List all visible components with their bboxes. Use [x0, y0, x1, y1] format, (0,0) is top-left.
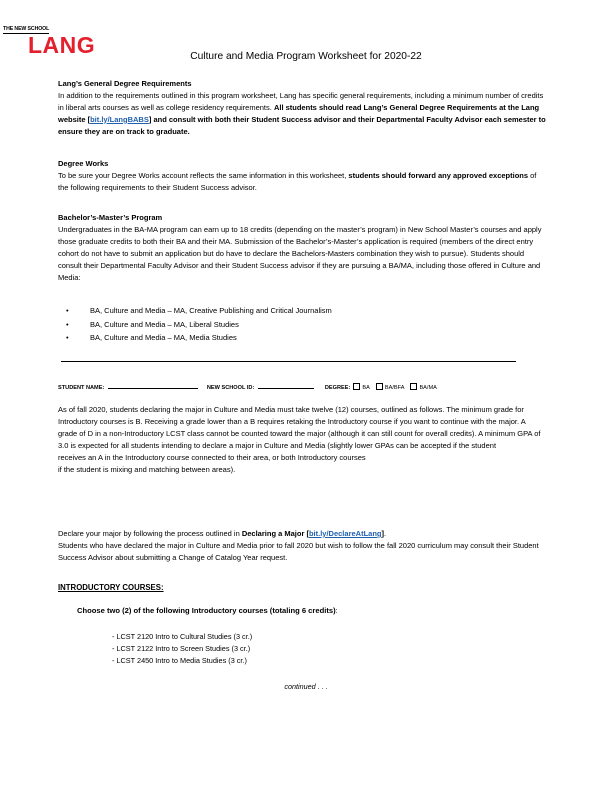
ba-ma-section: [58, 212, 548, 283]
choose-text: Choose two (2) of the following Introductory courses (totaling 6 credits): [77, 606, 336, 615]
degree-works-text-2: of the following requirements to their Student Success advisor.: [58, 170, 537, 192]
logo-main-text: LANG: [28, 32, 96, 58]
document-title: Culture and Media Program Worksheet for 2020-22: [190, 51, 422, 62]
student-info-form: [58, 382, 558, 391]
bullet-text: BA, Culture and Media – MA, Media Studies: [90, 333, 237, 342]
declare-bracket-open: [: [304, 529, 309, 538]
major-text-4: if the student is mixing and matching between areas).: [58, 464, 236, 474]
list-item: [66, 304, 332, 318]
declare-major-section: [58, 528, 548, 564]
introductory-courses-heading: INTRODUCTORY COURSES:: [58, 583, 164, 592]
school-id-field[interactable]: [258, 382, 314, 389]
lang-babs-link[interactable]: bit.ly/LangBABS: [90, 114, 149, 124]
declare-period: .: [384, 529, 387, 538]
bullet-icon: •: [66, 319, 69, 329]
student-name-field[interactable]: [108, 382, 198, 389]
degree-ba-bfa-checkbox[interactable]: [376, 383, 383, 390]
school-id-label: NEW SCHOOL ID:: [206, 385, 255, 391]
general-requirements-heading: Lang’s General Degree Requirements: [58, 79, 192, 88]
bullet-text: BA, Culture and Media – MA, Creative Publishing and Critical Journalism: [90, 306, 332, 315]
declare-text-1: Declare your major by following the process outlined in: [58, 529, 242, 538]
list-item: - LCST 2450 Intro to Media Studies (3 cr.): [112, 656, 247, 666]
bullet-icon: •: [66, 333, 69, 342]
ba-ma-text: Undergraduates in the BA-MA program can earn up to 18 credits (depending on the master’s program) in New School Master’s courses and apply those graduate credits to both their BA and their MA. Submission of the Bachelor’s-Master’s application is required (members of the direct entry cohort do not have to submit an application but do have to declare the Bachelors-Masters combination they wish to pursue). Students should consult their Departmental Faculty Advisor and their Student Success advisor if they are pursuing a BA/MA, including those offered in Culture and Media:: [58, 224, 542, 282]
list-item: [66, 318, 332, 332]
degree-ba-bfa-label: BA/BFA: [384, 385, 405, 391]
degree-ba-ma-checkbox[interactable]: [410, 383, 417, 390]
ba-ma-bullet-list: [66, 304, 332, 345]
continued-note: continued . . .: [284, 682, 328, 691]
major-requirements-section: [58, 404, 548, 475]
list-item: - LCST 2120 Intro to Cultural Studies (3 cr.): [112, 632, 253, 641]
degree-ba-label: BA: [362, 385, 370, 391]
declare-link[interactable]: bit.ly/DeclareAtLang: [308, 529, 382, 538]
declare-bold: Declaring a Major: [241, 529, 305, 538]
list-item: [66, 331, 332, 345]
choose-instruction: [77, 606, 338, 615]
general-requirements-text: [58, 90, 548, 138]
degree-works-bold: students should forward any approved exceptions: [348, 170, 529, 180]
declare-text: [58, 528, 548, 540]
bullet-icon: •: [66, 306, 69, 315]
declare-bracket-close: ]: [381, 529, 384, 538]
gen-req-bold-end: ] and consult with both their Student Success advisor and their Departmental Faculty Advisor each semester to ensure they are on track to graduate.: [58, 114, 546, 136]
degree-label: DEGREE:: [324, 385, 351, 391]
general-requirements-section: [58, 78, 548, 138]
ba-ma-heading: Bachelor’s-Master’s Program: [58, 213, 163, 222]
catalog-year-text: Students who have declared the major in Culture and Media prior to fall 2020 but wish to follow the fall 2020 curriculum may consult their Student Success Advisor about submitting a Change of Catalog Year request.: [58, 540, 539, 562]
bullet-text: BA, Culture and Media – MA, Liberal Studies: [90, 319, 239, 329]
major-text-3: receives an A in the Introductory course connected to their area, or both Introductory courses: [58, 452, 366, 462]
degree-ba-ma-label: BA/MA: [419, 385, 437, 391]
logo-top-text: THE NEW SCHOOL: [3, 26, 50, 32]
list-item: - LCST 2122 Intro to Screen Studies (3 cr.): [112, 644, 251, 654]
major-text-2: grade of D in a non-Introductory LCST class cannot be counted toward the major (although it can still count for overall credits). A minimum GPA of 3.0 is expected for all students intending to declare a major in Culture and Media (slightly lower GPAs can be accepted if the student: [58, 428, 541, 450]
degree-ba-checkbox[interactable]: [353, 383, 360, 390]
introductory-course-list: [112, 631, 252, 668]
degree-works-text-1: To be sure your Degree Works account reflects the same information in this worksheet,: [58, 170, 349, 180]
degree-works-text: [58, 170, 548, 194]
major-text-1: As of fall 2020, students declaring the major in Culture and Media must take twelve (12) courses, outlined as follows. The minimum grade for Introductory courses is B. Receiving a grade lower than a B requires retaking the Introductory course if you want to continue with the major. A: [58, 405, 526, 426]
degree-works-heading: Degree Works: [58, 159, 109, 168]
degree-works-section: [58, 158, 548, 194]
student-name-label: STUDENT NAME:: [58, 385, 105, 391]
gen-req-bold: All students should read Lang’s General Degree Requirements at the Lang website [: [58, 102, 540, 124]
section-divider: [61, 361, 516, 362]
gen-req-text: In addition to the requirements outlined in this program worksheet, Lang has specific general requirements, including a minimum number of credits in liberal arts courses as well as college residency requirements.: [58, 90, 544, 112]
choose-colon: :: [335, 606, 338, 615]
